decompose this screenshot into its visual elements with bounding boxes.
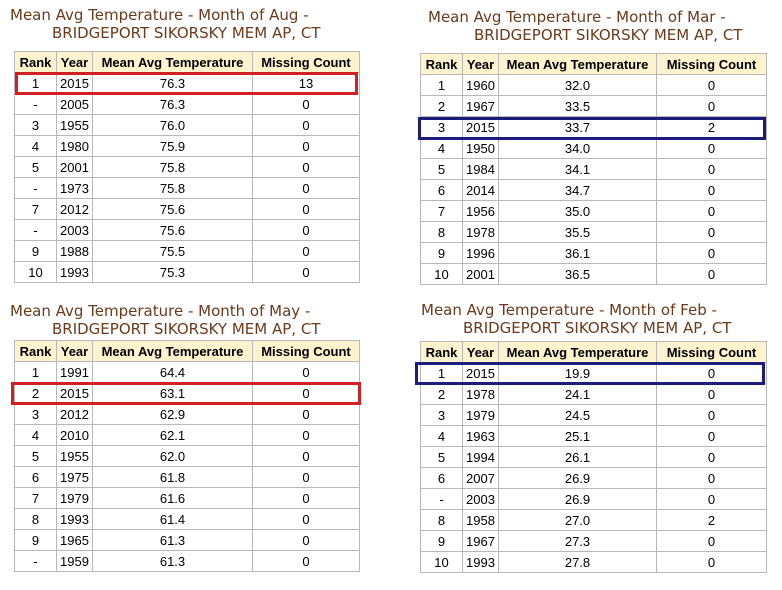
table-row: [421, 75, 767, 96]
table-row: [15, 404, 360, 425]
column-header-temperature: Mean Avg Temperature: [499, 54, 657, 75]
temperature-cell: 27.3: [499, 531, 657, 552]
may-title-line2: BRIDGEPORT SIKORSKY MEM AP, CT: [52, 320, 321, 338]
feb-panel: [421, 301, 731, 337]
year-cell: 2015: [57, 383, 93, 404]
table-row: [15, 241, 360, 262]
table-row: [15, 73, 360, 94]
year-cell: 2003: [463, 489, 499, 510]
temperature-cell: 32.0: [499, 75, 657, 96]
column-header-year: Year: [463, 342, 499, 363]
mar-title: [428, 8, 742, 44]
missing-count-cell: 0: [657, 363, 767, 384]
aug-title-line1: Mean Avg Temperature - Month of Aug -: [10, 6, 309, 24]
header-row: [421, 342, 767, 363]
rank-cell: 8: [15, 509, 57, 530]
temperature-cell: 75.3: [93, 262, 253, 283]
feb-title-line1: Mean Avg Temperature - Month of Feb -: [421, 301, 717, 319]
temperature-cell: 61.4: [93, 509, 253, 530]
year-cell: 1979: [463, 405, 499, 426]
missing-count-cell: 0: [253, 94, 360, 115]
temperature-cell: 35.5: [499, 222, 657, 243]
year-cell: 1975: [57, 467, 93, 488]
rank-cell: 8: [421, 510, 463, 531]
header-row: [15, 52, 360, 73]
rank-cell: 10: [421, 552, 463, 573]
table-row: [421, 159, 767, 180]
table-row: [15, 425, 360, 446]
year-cell: 1950: [463, 138, 499, 159]
year-cell: 2003: [57, 220, 93, 241]
missing-count-cell: 0: [253, 383, 360, 404]
rank-cell: 6: [421, 180, 463, 201]
temperature-cell: 75.8: [93, 178, 253, 199]
temperature-cell: 75.6: [93, 199, 253, 220]
table-row: [15, 383, 360, 404]
rank-cell: 2: [15, 383, 57, 404]
year-cell: 1973: [57, 178, 93, 199]
missing-count-cell: 0: [657, 405, 767, 426]
year-cell: 1958: [463, 510, 499, 531]
year-cell: 2014: [463, 180, 499, 201]
missing-count-cell: 0: [657, 426, 767, 447]
column-header-rank: Rank: [421, 54, 463, 75]
temperature-cell: 76.0: [93, 115, 253, 136]
temperature-cell: 75.5: [93, 241, 253, 262]
table-row: [421, 363, 767, 384]
missing-count-cell: 0: [657, 552, 767, 573]
missing-count-cell: 0: [657, 489, 767, 510]
column-header-temperature: Mean Avg Temperature: [499, 342, 657, 363]
column-header-missing-count: Missing Count: [657, 342, 767, 363]
year-cell: 2015: [463, 117, 499, 138]
temperature-cell: 75.8: [93, 157, 253, 178]
year-cell: 1967: [463, 531, 499, 552]
missing-count-cell: 0: [657, 243, 767, 264]
temperature-cell: 19.9: [499, 363, 657, 384]
rank-cell: 4: [421, 138, 463, 159]
rank-cell: -: [15, 551, 57, 572]
missing-count-cell: 0: [253, 551, 360, 572]
temperature-cell: 24.5: [499, 405, 657, 426]
table-row: [15, 488, 360, 509]
missing-count-cell: 0: [253, 199, 360, 220]
table-row: [15, 178, 360, 199]
table-row: [15, 530, 360, 551]
missing-count-cell: 2: [657, 510, 767, 531]
rank-cell: 3: [421, 405, 463, 426]
table-row: [15, 509, 360, 530]
year-cell: 2015: [57, 73, 93, 94]
table-row: [421, 405, 767, 426]
rank-cell: 9: [421, 243, 463, 264]
year-cell: 1956: [463, 201, 499, 222]
rank-cell: 3: [15, 404, 57, 425]
rank-cell: 2: [421, 384, 463, 405]
temperature-cell: 62.9: [93, 404, 253, 425]
rank-cell: 2: [421, 96, 463, 117]
year-cell: 1978: [463, 222, 499, 243]
table-row: [15, 94, 360, 115]
temperature-cell: 26.1: [499, 447, 657, 468]
year-cell: 1955: [57, 446, 93, 467]
may-title-line1: Mean Avg Temperature - Month of May -: [10, 302, 311, 320]
missing-count-cell: 2: [657, 117, 767, 138]
year-cell: 1967: [463, 96, 499, 117]
table-row: [421, 96, 767, 117]
year-cell: 2010: [57, 425, 93, 446]
year-cell: 1993: [463, 552, 499, 573]
year-cell: 1988: [57, 241, 93, 262]
column-header-year: Year: [463, 54, 499, 75]
year-cell: 1994: [463, 447, 499, 468]
missing-count-cell: 0: [253, 241, 360, 262]
column-header-rank: Rank: [421, 342, 463, 363]
column-header-year: Year: [57, 341, 93, 362]
year-cell: 1993: [57, 262, 93, 283]
rank-cell: 1: [421, 75, 463, 96]
table-row: [15, 446, 360, 467]
missing-count-cell: 0: [657, 96, 767, 117]
temperature-cell: 25.1: [499, 426, 657, 447]
table-row: [421, 180, 767, 201]
rank-cell: 4: [421, 426, 463, 447]
rank-cell: 7: [15, 199, 57, 220]
rank-cell: 1: [421, 363, 463, 384]
missing-count-cell: 0: [657, 180, 767, 201]
aug-table: [14, 51, 360, 283]
temperature-cell: 33.7: [499, 117, 657, 138]
year-cell: 1978: [463, 384, 499, 405]
missing-count-cell: 0: [253, 115, 360, 136]
missing-count-cell: 13: [253, 73, 360, 94]
rank-cell: -: [15, 220, 57, 241]
column-header-rank: Rank: [15, 341, 57, 362]
rank-cell: 4: [15, 425, 57, 446]
rank-cell: 8: [421, 222, 463, 243]
missing-count-cell: 0: [657, 201, 767, 222]
rank-cell: 1: [15, 73, 57, 94]
column-header-year: Year: [57, 52, 93, 73]
aug-title-line2: BRIDGEPORT SIKORSKY MEM AP, CT: [52, 24, 321, 42]
temperature-cell: 76.3: [93, 73, 253, 94]
table-row: [421, 201, 767, 222]
rank-cell: 1: [15, 362, 57, 383]
table-row: [15, 467, 360, 488]
column-header-missing-count: Missing Count: [253, 52, 360, 73]
year-cell: 1955: [57, 115, 93, 136]
temperature-cell: 75.6: [93, 220, 253, 241]
table-row: [15, 115, 360, 136]
missing-count-cell: 0: [657, 468, 767, 489]
table-row: [421, 552, 767, 573]
missing-count-cell: 0: [657, 447, 767, 468]
table-row: [15, 157, 360, 178]
missing-count-cell: 0: [253, 488, 360, 509]
rank-cell: 10: [15, 262, 57, 283]
rank-cell: 7: [421, 201, 463, 222]
temperature-cell: 33.5: [499, 96, 657, 117]
missing-count-cell: 0: [657, 159, 767, 180]
missing-count-cell: 0: [253, 220, 360, 241]
missing-count-cell: 0: [657, 222, 767, 243]
temperature-cell: 61.8: [93, 467, 253, 488]
year-cell: 1959: [57, 551, 93, 572]
table-row: [421, 138, 767, 159]
missing-count-cell: 0: [253, 157, 360, 178]
table-row: [15, 136, 360, 157]
table-row: [421, 447, 767, 468]
rank-cell: 6: [421, 468, 463, 489]
year-cell: 2015: [463, 363, 499, 384]
column-header-missing-count: Missing Count: [253, 341, 360, 362]
missing-count-cell: 0: [657, 384, 767, 405]
column-header-temperature: Mean Avg Temperature: [93, 52, 253, 73]
may-table: [14, 340, 360, 572]
year-cell: 2001: [57, 157, 93, 178]
mar-title-line1: Mean Avg Temperature - Month of Mar -: [428, 8, 726, 26]
temperature-cell: 63.1: [93, 383, 253, 404]
table-row: [421, 426, 767, 447]
temperature-cell: 26.9: [499, 489, 657, 510]
temperature-cell: 64.4: [93, 362, 253, 383]
missing-count-cell: 0: [253, 509, 360, 530]
aug-panel: [10, 6, 320, 42]
rank-cell: 4: [15, 136, 57, 157]
column-header-missing-count: Missing Count: [657, 54, 767, 75]
table-row: [421, 489, 767, 510]
year-cell: 1960: [463, 75, 499, 96]
feb-title: [421, 301, 731, 337]
table-row: [421, 384, 767, 405]
may-title: [10, 302, 320, 338]
year-cell: 1993: [57, 509, 93, 530]
rank-cell: 9: [421, 531, 463, 552]
mar-table: [420, 53, 767, 285]
temperature-cell: 36.5: [499, 264, 657, 285]
mar-title-line2: BRIDGEPORT SIKORSKY MEM AP, CT: [474, 26, 743, 44]
temperature-cell: 61.6: [93, 488, 253, 509]
table-row: [421, 243, 767, 264]
aug-title: [10, 6, 320, 42]
year-cell: 1980: [57, 136, 93, 157]
rank-cell: 5: [421, 159, 463, 180]
mar-panel: [428, 8, 742, 44]
table-row: [15, 362, 360, 383]
missing-count-cell: 0: [253, 136, 360, 157]
missing-count-cell: 0: [657, 264, 767, 285]
temperature-cell: 62.1: [93, 425, 253, 446]
year-cell: 1963: [463, 426, 499, 447]
rank-cell: 9: [15, 530, 57, 551]
rank-cell: 5: [421, 447, 463, 468]
temperature-cell: 61.3: [93, 551, 253, 572]
header-row: [421, 54, 767, 75]
temperature-cell: 75.9: [93, 136, 253, 157]
rank-cell: 10: [421, 264, 463, 285]
missing-count-cell: 0: [657, 138, 767, 159]
column-header-temperature: Mean Avg Temperature: [93, 341, 253, 362]
year-cell: 1965: [57, 530, 93, 551]
year-cell: 1991: [57, 362, 93, 383]
year-cell: 2005: [57, 94, 93, 115]
temperature-cell: 76.3: [93, 94, 253, 115]
missing-count-cell: 0: [253, 530, 360, 551]
temperature-cell: 36.1: [499, 243, 657, 264]
missing-count-cell: 0: [253, 467, 360, 488]
missing-count-cell: 0: [253, 404, 360, 425]
temperature-cell: 27.8: [499, 552, 657, 573]
column-header-rank: Rank: [15, 52, 57, 73]
temperature-cell: 35.0: [499, 201, 657, 222]
temperature-cell: 62.0: [93, 446, 253, 467]
year-cell: 2012: [57, 404, 93, 425]
temperature-cell: 34.7: [499, 180, 657, 201]
missing-count-cell: 0: [253, 446, 360, 467]
table-row: [421, 264, 767, 285]
table-row: [15, 199, 360, 220]
missing-count-cell: 0: [253, 262, 360, 283]
feb-title-line2: BRIDGEPORT SIKORSKY MEM AP, CT: [463, 319, 732, 337]
temperature-cell: 24.1: [499, 384, 657, 405]
rank-cell: -: [15, 94, 57, 115]
missing-count-cell: 0: [253, 362, 360, 383]
table-row: [421, 468, 767, 489]
rank-cell: 7: [15, 488, 57, 509]
table-row: [15, 220, 360, 241]
year-cell: 1979: [57, 488, 93, 509]
table-row: [15, 551, 360, 572]
temperature-cell: 34.1: [499, 159, 657, 180]
year-cell: 2012: [57, 199, 93, 220]
temperature-cell: 61.3: [93, 530, 253, 551]
rank-cell: 6: [15, 467, 57, 488]
table-row: [421, 510, 767, 531]
table-row: [421, 117, 767, 138]
missing-count-cell: 0: [657, 75, 767, 96]
table-row: [15, 262, 360, 283]
rank-cell: -: [421, 489, 463, 510]
rank-cell: 3: [15, 115, 57, 136]
rank-cell: 5: [15, 157, 57, 178]
table-row: [421, 531, 767, 552]
year-cell: 1984: [463, 159, 499, 180]
header-row: [15, 341, 360, 362]
may-panel: [10, 302, 320, 338]
missing-count-cell: 0: [657, 531, 767, 552]
temperature-cell: 27.0: [499, 510, 657, 531]
missing-count-cell: 0: [253, 425, 360, 446]
missing-count-cell: 0: [253, 178, 360, 199]
rank-cell: -: [15, 178, 57, 199]
rank-cell: 9: [15, 241, 57, 262]
rank-cell: 5: [15, 446, 57, 467]
year-cell: 1996: [463, 243, 499, 264]
rank-cell: 3: [421, 117, 463, 138]
year-cell: 2007: [463, 468, 499, 489]
table-row: [421, 222, 767, 243]
temperature-cell: 26.9: [499, 468, 657, 489]
temperature-cell: 34.0: [499, 138, 657, 159]
year-cell: 2001: [463, 264, 499, 285]
feb-table: [420, 341, 767, 573]
